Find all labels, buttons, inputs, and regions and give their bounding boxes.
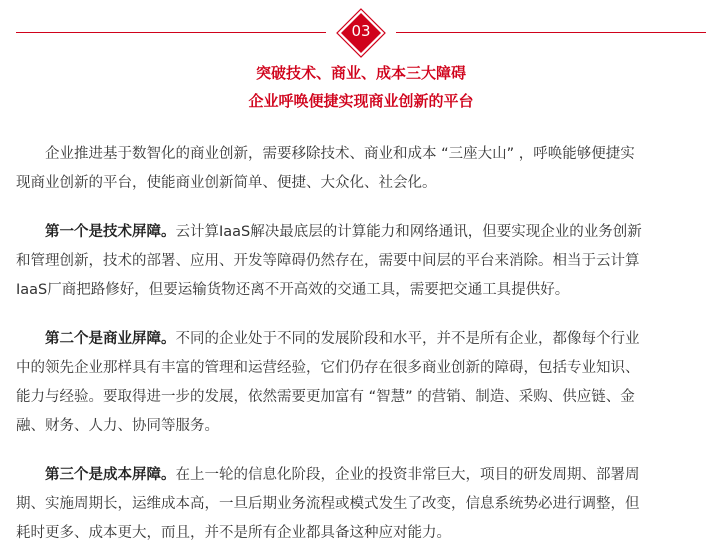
paragraph-line: 能力与经验。要取得进一步的发展，依然需要更加富有 “智慧” 的营销、制造、采购、供应链、金 xyxy=(16,389,635,405)
paragraph-line: 和管理创新，技术的部署、应用、开发等障碍仍然存在，需要中间层的平台来消除。相当于云计算 xyxy=(16,253,640,269)
paragraph-text: 在上一轮的信息化阶段，企业的投资非常巨大，项目的研发周期、部署周 xyxy=(175,467,640,483)
paragraph-lead: 第三个是成本屏障。 xyxy=(45,467,176,483)
paragraph-line: IaaS厂商把路修好，但要运输货物还离不开高效的交通工具，需要把交通工具提供好。 xyxy=(16,282,570,298)
paragraph-line xyxy=(16,325,706,354)
paragraph-line xyxy=(16,461,706,490)
section-title-line1: 突破技术、商业、成本三大障碍 xyxy=(255,64,466,82)
paragraph-business-barrier xyxy=(16,325,706,441)
paragraph-lead: 第一个是技术屏障。 xyxy=(45,224,176,240)
paragraph-text: 不同的企业处于不同的发展阶段和水平，并不是所有企业，都像每个行业 xyxy=(175,331,640,347)
header-rule-left xyxy=(16,32,326,33)
paragraph-intro xyxy=(16,140,706,198)
paragraph-cost-barrier xyxy=(16,461,706,548)
paragraph-technical-barrier xyxy=(16,218,706,305)
header-rule-right xyxy=(396,32,706,33)
paragraph-text: 云计算IaaS解决最底层的计算能力和网络通讯，但要实现企业的业务创新 xyxy=(175,224,642,240)
paragraph-lead: 第二个是商业屏障。 xyxy=(45,331,176,347)
paragraph-line: 企业推进基于数智化的商业创新，需要移除技术、商业和成本 “三座大山” ，呼唤能够便捷实 xyxy=(45,146,635,162)
section-title-line2: 企业呼唤便捷实现商业创新的平台 xyxy=(248,92,474,110)
section-number: 03 xyxy=(351,22,371,40)
paragraph-line: 现商业创新的平台，使能商业创新简单、便捷、大众化、社会化。 xyxy=(16,175,437,191)
paragraph-line xyxy=(16,218,706,247)
paragraph-line: 中的领先企业那样具有丰富的管理和运营经验，它们仍存在很多商业创新的障碍，包括专业知识、 xyxy=(16,360,640,376)
section-header xyxy=(0,0,722,60)
paragraph-line: 融、财务、人力、协同等服务。 xyxy=(16,418,219,434)
paragraph-line: 期、实施周期长，运维成本高，一旦后期业务流程或模式发生了改变，信息系统势必进行调整，但 xyxy=(16,496,640,512)
paragraph-line: 耗时更多、成本更大，而且，并不是所有企业都具备这种应对能力。 xyxy=(16,525,451,541)
